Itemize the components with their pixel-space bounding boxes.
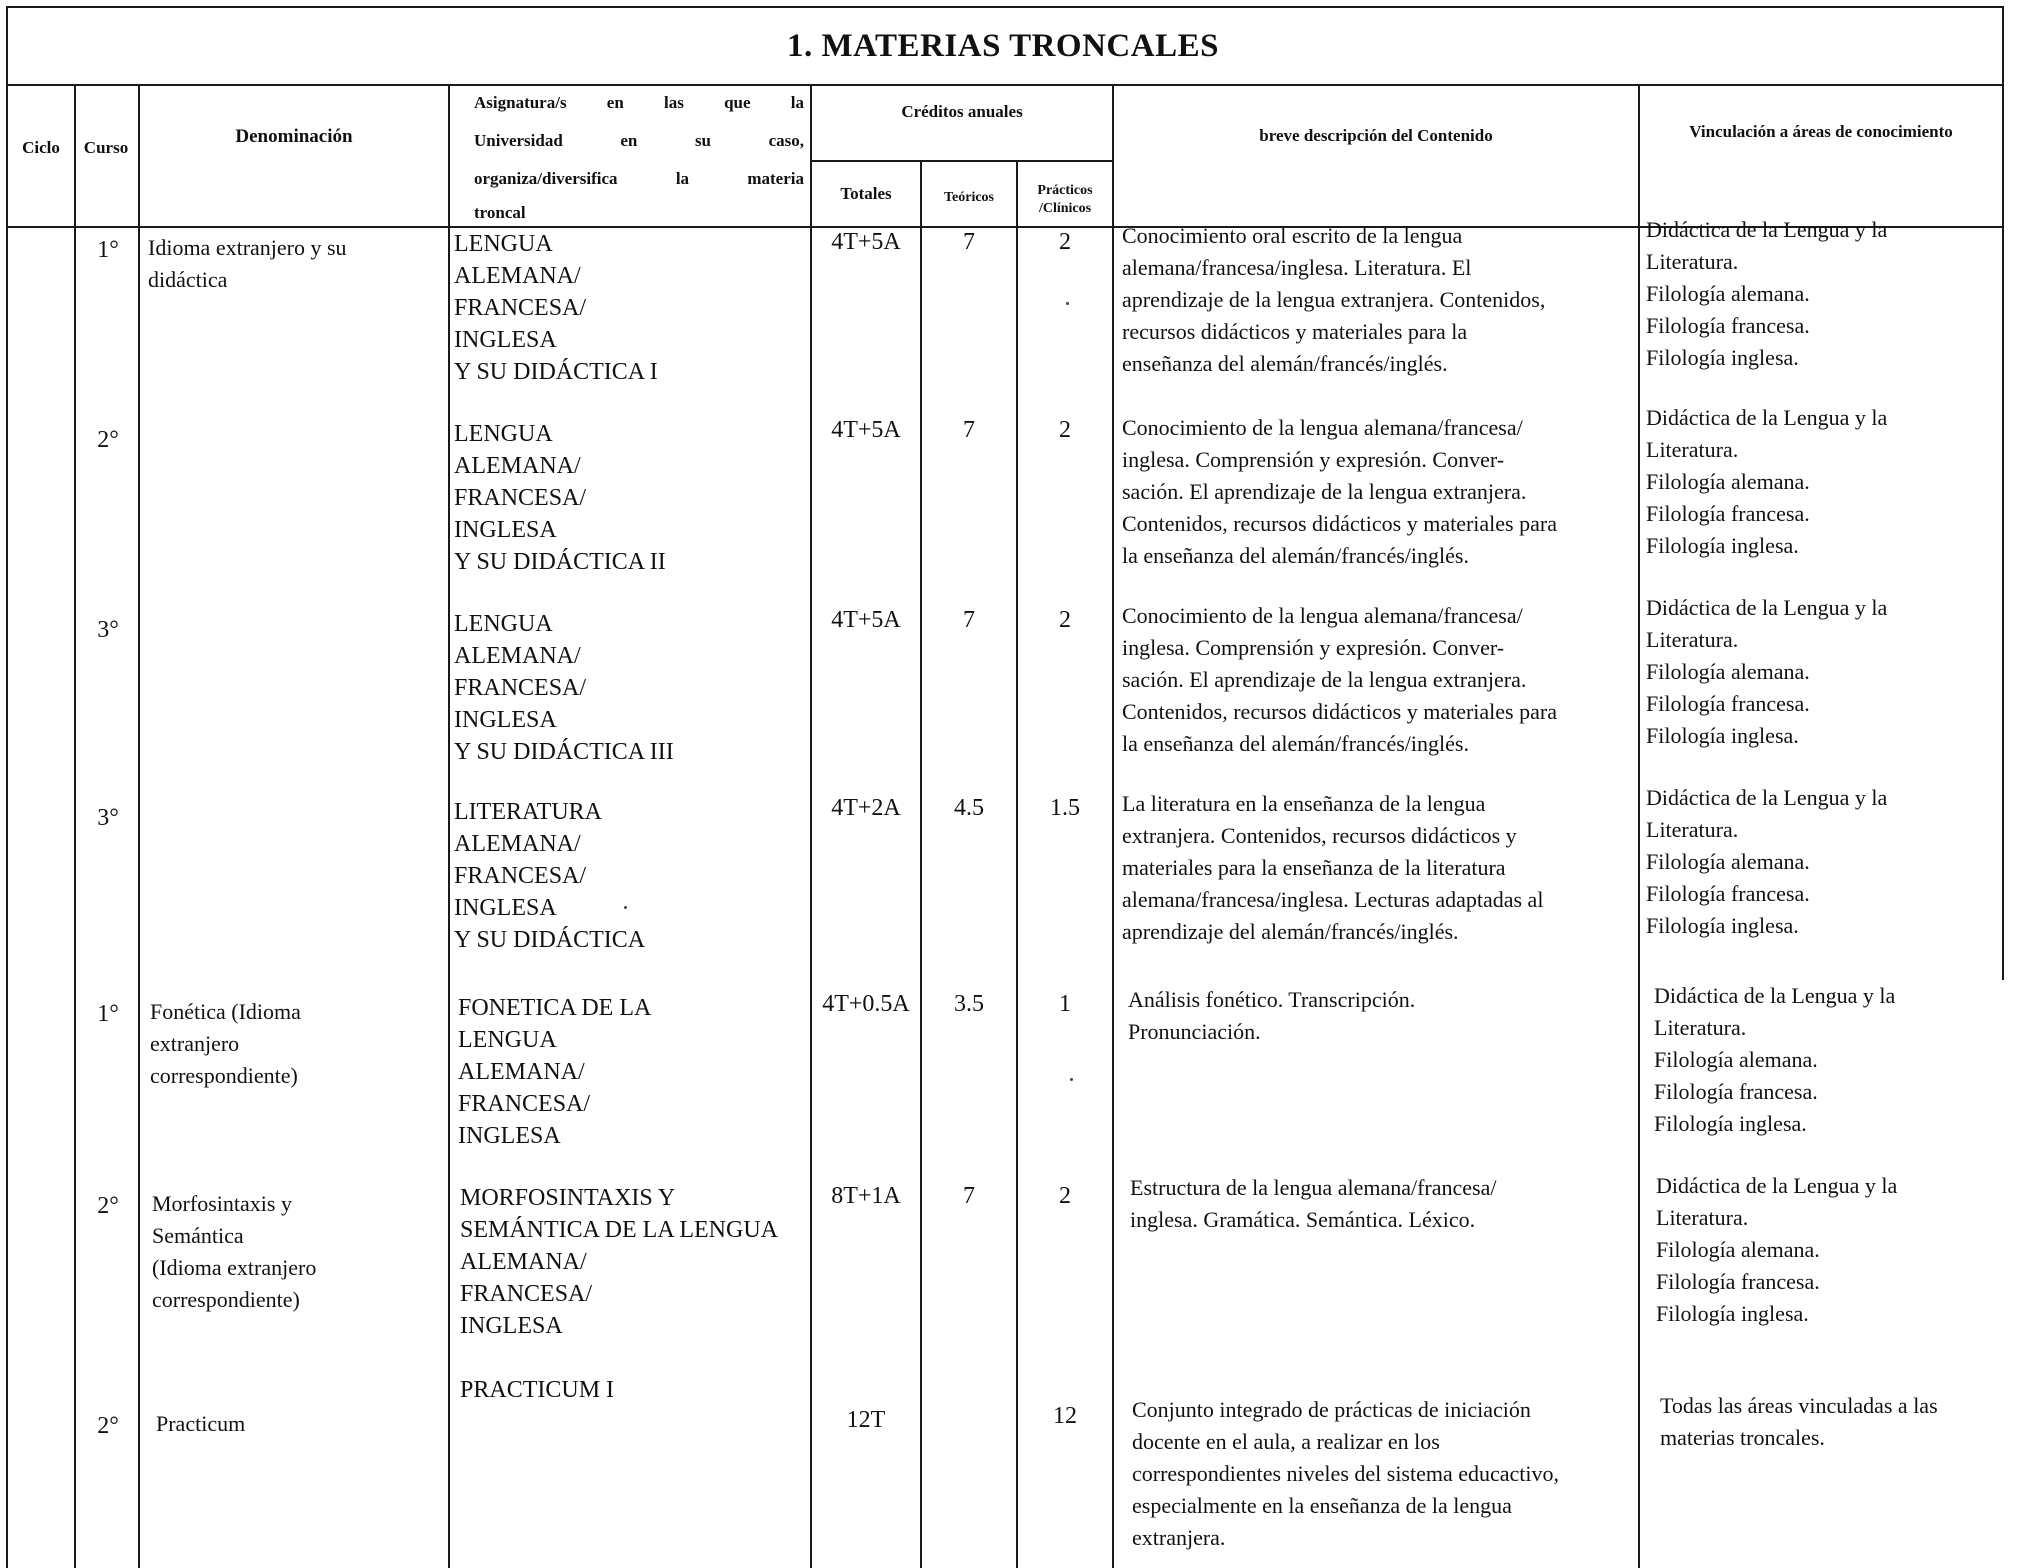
header-asignatura-line-2: Universidad en su caso, (474, 131, 804, 150)
header-curso: Curso (83, 138, 129, 157)
row-denominacion: Fonética (Idioma extranjero correspondiente) (150, 999, 301, 1088)
header-teoricos: Teóricos (943, 190, 995, 205)
row-vinculacion: Didáctica de la Lengua y la Literatura. Filología alemana. Filología francesa. Filología inglesa. (1646, 217, 1888, 370)
scan-speck (1070, 1078, 1073, 1081)
row-teoricos: 7 (963, 229, 975, 255)
row-asignatura: FONETICA DE LA LENGUA ALEMANA/ FRANCESA/ INGLESA (458, 995, 652, 1149)
table-top-border (6, 6, 2004, 8)
row-curso: 3° (97, 805, 119, 831)
row-teoricos: 7 (963, 417, 975, 443)
scan-speck (624, 906, 627, 909)
row-teoricos: 7 (963, 607, 975, 633)
page-title: 1. MATERIAS TRONCALES (787, 28, 1219, 64)
row-denominacion: Practicum (156, 1411, 246, 1436)
row-asignatura: MORFOSINTAXIS Y SEMÁNTICA DE LA LENGUA ALEMANA/ FRANCESA/ INGLESA (460, 1185, 778, 1339)
header-creditos-anuales: Créditos anuales (901, 102, 1023, 121)
row-curso: 1° (97, 237, 119, 263)
header-totales: Totales (840, 184, 892, 203)
row-practicos: 2 (1059, 607, 1071, 633)
header-asignatura-line-3: organiza/diversifica la materia (474, 169, 804, 188)
row-practicos: 1 (1059, 991, 1071, 1017)
row-descripcion: Análisis fonético. Transcripción. Pronunciación. (1128, 987, 1416, 1044)
header-descripcion: breve descripción del Contenido (1259, 126, 1493, 145)
row-descripcion: Estructura de la lengua alemana/francesa/ inglesa. Gramática. Semántica. Léxico. (1130, 1175, 1497, 1232)
row-descripcion: Conocimiento de la lengua alemana/francesa/ inglesa. Comprensión y expresión. Conver- sación. El aprendizaje de la lengua extranjera. Contenidos, recursos didácticos y materiales para la enseñanza del alemán/francés/inglés. (1122, 603, 1557, 756)
row-teoricos: 7 (963, 1183, 975, 1209)
row-vinculacion: Didáctica de la Lengua y la Literatura. Filología alemana. Filología francesa. Filología inglesa. (1646, 595, 1888, 748)
header-asignatura-line-1: Asignatura/s en las que la (474, 93, 804, 112)
row-curso: 2° (97, 427, 119, 453)
row-descripcion: Conocimiento oral escrito de la lengua alemana/francesa/inglesa. Literatura. El aprendizaje de la lengua extranjera. Contenidos, recursos didácticos y materiales para la enseñanza del alemán/francés/inglés. (1122, 223, 1546, 376)
row-vinculacion: Didáctica de la Lengua y la Literatura. Filología alemana. Filología francesa. Filología inglesa. (1646, 785, 1888, 938)
row-curso: 2° (97, 1193, 119, 1219)
header-practicos: Prácticos /Clínicos (1037, 183, 1093, 216)
row-totales: 8T+1A (831, 1183, 901, 1209)
header-vinculacion: Vinculación a áreas de conocimiento (1689, 122, 1953, 141)
row-totales: 4T+5A (831, 229, 901, 255)
row-denominacion: Idioma extranjero y su didáctica (148, 235, 347, 292)
row-asignatura: LENGUA ALEMANA/ FRANCESA/ INGLESA Y SU DIDÁCTICA I (454, 231, 658, 385)
creditos-subheader-divider (810, 160, 1112, 162)
header-asignatura-line-4: troncal (474, 203, 526, 222)
denominacion-asignatura-divider (448, 84, 450, 1568)
asignatura-creditos-divider (810, 84, 812, 1568)
row-totales: 12T (846, 1407, 886, 1433)
row-descripcion: Conjunto integrado de prácticas de iniciación docente en el aula, a realizar en los correspondientes niveles del sistema educactivo, especialmente en la enseñanza de la lengua extranjera. (1132, 1397, 1560, 1550)
curso-denominacion-divider (138, 84, 140, 1568)
row-asignatura: LENGUA ALEMANA/ FRANCESA/ INGLESA Y SU DIDÁCTICA II (454, 421, 666, 575)
row-asignatura: LITERATURA ALEMANA/ FRANCESA/ INGLESA Y SU DIDÁCTICA (454, 799, 646, 953)
header-denominacion: Denominación (235, 126, 353, 147)
row-curso: 3° (97, 617, 119, 643)
row-descripcion: La literatura en la enseñanza de la lengua extranjera. Contenidos, recursos didácticos y materiales para la enseñanza de la literatura alemana/francesa/inglesa. Lecturas adaptadas al aprendizaje del alemán/francés/inglés. (1122, 791, 1544, 944)
row-practicos: 1.5 (1050, 795, 1080, 821)
row-totales: 4T+5A (831, 607, 901, 633)
row-totales: 4T+2A (831, 795, 901, 821)
title-divider (6, 84, 2004, 86)
row-denominacion: Morfosintaxis y Semántica (Idioma extranjero correspondiente) (152, 1191, 317, 1312)
row-vinculacion: Didáctica de la Lengua y la Literatura. Filología alemana. Filología francesa. Filología inglesa. (1646, 405, 1888, 558)
row-teoricos: 4.5 (954, 795, 984, 821)
row-totales: 4T+5A (831, 417, 901, 443)
row-vinculacion: Didáctica de la Lengua y la Literatura. Filología alemana. Filología francesa. Filología inglesa. (1654, 983, 1896, 1136)
row-totales: 4T+0.5A (822, 991, 910, 1017)
teoricos-practicos-divider (1016, 160, 1018, 1568)
header-ciclo: Ciclo (22, 138, 60, 157)
row-descripcion: Conocimiento de la lengua alemana/francesa/ inglesa. Comprensión y expresión. Conver- sación. El aprendizaje de la lengua extranjera. Contenidos, recursos didácticos y materiales para la enseñanza del alemán/francés/inglés. (1122, 415, 1557, 568)
row-vinculacion: Didáctica de la Lengua y la Literatura. Filología alemana. Filología francesa. Filología inglesa. (1656, 1173, 1898, 1326)
row-asignatura: LENGUA ALEMANA/ FRANCESA/ INGLESA Y SU DIDÁCTICA III (454, 611, 674, 765)
row-vinculacion: Todas las áreas vinculadas a las materias troncales. (1660, 1393, 1938, 1450)
row-asignatura: PRACTICUM I (460, 1377, 615, 1403)
vinculacion-right-divider (2002, 226, 2004, 980)
row-practicos: 2 (1059, 229, 1071, 255)
table-right-border (2002, 6, 2004, 228)
row-practicos: 2 (1059, 417, 1071, 443)
row-practicos: 12 (1053, 1403, 1077, 1429)
row-curso: 1° (97, 1001, 119, 1027)
ciclo-curso-divider (74, 84, 76, 1568)
scan-speck (1066, 302, 1069, 305)
header-asignatura (474, 84, 804, 228)
totales-teoricos-divider (920, 160, 922, 1568)
row-practicos: 2 (1059, 1183, 1071, 1209)
table-left-border (6, 6, 8, 1568)
row-curso: 2° (97, 1413, 119, 1439)
creditos-descripcion-divider (1112, 84, 1114, 1568)
row-teoricos: 3.5 (954, 991, 984, 1017)
descripcion-vinculacion-divider (1638, 84, 1640, 1568)
